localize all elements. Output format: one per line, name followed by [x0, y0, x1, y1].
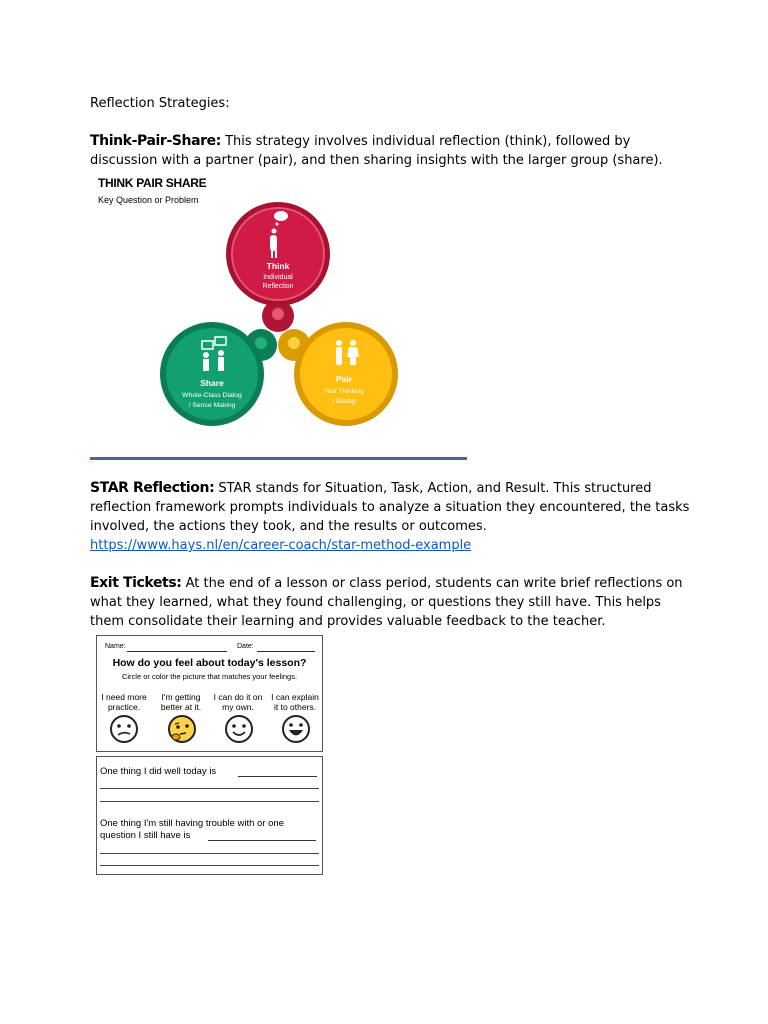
grin-face-icon [281, 714, 311, 744]
think-line1: Individual [263, 274, 293, 281]
section-divider [90, 457, 467, 460]
option-3: I can do it on my own. [213, 692, 263, 712]
ticket-question: How do you feel about today's lesson? [112, 657, 307, 669]
exit-lead: Exit Tickets: [90, 575, 182, 591]
prompt-trouble: One thing I'm still having trouble with or one question I still have is [100, 818, 284, 841]
share-line1: Whole-Class Dialog [182, 392, 242, 399]
exit-paragraph [90, 574, 690, 631]
pair-line2: / Dialog [332, 398, 356, 405]
name-line [127, 651, 227, 652]
prompt-did-well: One thing I did well today is [100, 766, 217, 777]
think-pair-share-graphic [94, 174, 404, 436]
tps-circles [94, 174, 404, 436]
share-line2: / Sense Making [188, 402, 236, 409]
date-line [257, 651, 315, 652]
share-circle [160, 322, 264, 426]
exit-ticket-feelings [96, 635, 323, 752]
prompt2-answer-line [208, 840, 316, 841]
star-text: STAR stands for Situation, Task, Action, and Result. This structured reflection framework prompts individuals to analyze a situation they encountered, the tasks involved, the actions they took, and the results or outcomes. [90, 481, 690, 534]
writing-line [100, 801, 319, 802]
writing-line [100, 788, 319, 789]
smile-face-icon [224, 714, 254, 744]
thinking-face-icon [167, 714, 197, 744]
option-2: I'm getting better at it. [160, 692, 202, 712]
star-method-link[interactable]: https://www.hays.nl/en/career-coach/star-method-example [90, 538, 472, 553]
option-1: I need more practice. [101, 692, 147, 712]
date-label: Date: [237, 643, 254, 650]
page-heading: Reflection Strategies: [90, 96, 230, 111]
writing-line [100, 853, 319, 854]
writing-line [100, 865, 319, 866]
confused-face-icon [109, 714, 139, 744]
share-label: Share [200, 378, 224, 388]
star-paragraph [90, 479, 690, 536]
ticket-instruction: Circle or color the picture that matches your feelings. [121, 672, 298, 681]
think-label: Think [266, 261, 290, 271]
star-lead: STAR Reflection: [90, 480, 215, 496]
prompt1-answer-line [238, 776, 317, 777]
pair-line1: Test Thinking [324, 388, 364, 395]
pair-label: Pair [335, 374, 353, 384]
tps-graphic-subtitle: Key Question or Problem [98, 195, 199, 205]
option-4: I can explain it to others. [271, 692, 319, 712]
exit-ticket-reflection [96, 756, 323, 875]
tps-text: This strategy involves individual reflection (think), followed by discussion with a partner (pair), and then sharing insights with the larger group (share). [90, 134, 663, 168]
tps-lead: Think-Pair-Share: [90, 133, 221, 149]
tps-graphic-title: THINK PAIR SHARE [98, 176, 207, 190]
exit-text: At the end of a lesson or class period, students can write brief reflections on what they learned, what they found challenging, or questions they still have. This helps them consolidate their learning and provides valuable feedback to the teacher. [90, 576, 683, 629]
name-label: Name: [105, 643, 126, 650]
tps-paragraph [90, 132, 690, 170]
think-line2: Reflection [262, 283, 294, 290]
